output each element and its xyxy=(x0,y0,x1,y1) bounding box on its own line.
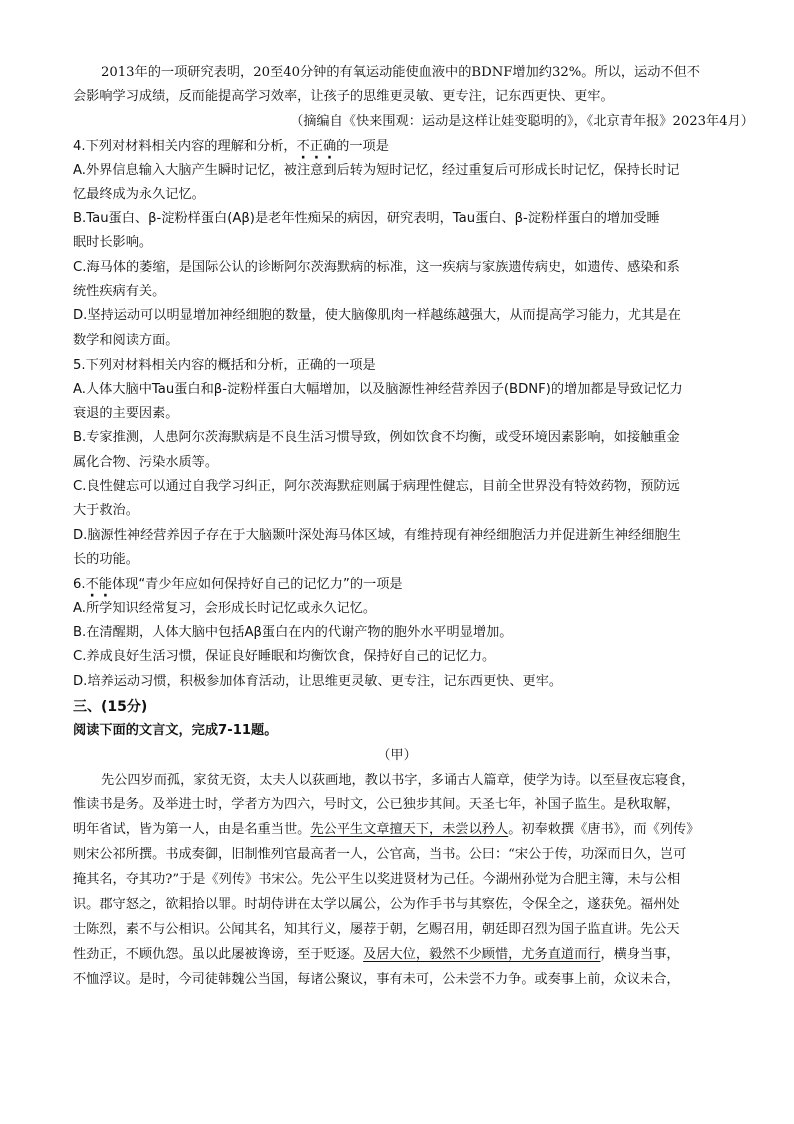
q5-option-d-line-2: 长的功能。 xyxy=(73,552,139,567)
material-text-line-2: 会影响学习成绩，反而能提高学习效率，让孩子的思维更灵敏、更专注，记东西更快、更牢。 xyxy=(73,89,614,104)
q4-option-c-line-2: 统性疾病有关。 xyxy=(73,284,166,299)
q5-option-b-line-2: 属化合物、污染水质等。 xyxy=(73,455,219,470)
emphasis-dot-char: 不 xyxy=(85,577,99,592)
section-3-title: 三、(15分) xyxy=(73,699,148,715)
q4-option-a-line-1: A.外界信息输入大脑产生瞬时记忆，被注意到后转为短时记忆，经过重复后可形成长时记忆，保持长时记 xyxy=(73,163,680,178)
passage-line-6: 识。郡守怒之，欲耜拾以罪。时胡侍讲在太学以属公，公为作手书与其察佐，令保全之，遂获免。福州处 xyxy=(73,897,680,912)
q5-option-c-line-1: C.良性健忘可以通过自我学习纠正，阿尔茨海默症则属于病理性健忘，目前全世界没有特效药物，预防远 xyxy=(73,479,680,494)
material-text-line-1: 2013年的一项研究表明，20至40分钟的有氧运动能使血液中的BDNF增加约32%。所以，运动不但不 xyxy=(101,65,700,80)
q6-option-c: C.养成良好生活习惯，保证良好睡眠和均衡饮食，保持好自己的记忆力。 xyxy=(73,649,496,664)
q4-option-b-line-2: 眠时长影响。 xyxy=(73,235,153,250)
emphasis-dot-char: 不 xyxy=(296,139,310,154)
passage-line-9: 不恤浮议。是时，今司徒韩魏公当国，每诸公聚议，事有未可，公未尝不力争。或奏事上前，众议未合， xyxy=(73,972,680,987)
passage-line-3: 明年省试，皆为第一人，由是名重当世。先公平生文章擅天下，未尝以矜人。初奉敕撰《唐书》，而《列传》 xyxy=(73,822,700,837)
q5-option-b-line-1: B.专家推测，人患阿尔茨海默病是不良生活习惯导致，例如饮食不均衡，或受环境因素影响，如接触重金 xyxy=(73,430,680,445)
emphasis-dot-char: 正 xyxy=(309,139,323,154)
underlined-sentence: 及居大位，毅然不少顾惜，尤务直道而行 xyxy=(363,947,601,962)
material-source: （摘编自《快来围观：运动是这样让娃变聪明的》，《北京青年报》2023年4月） xyxy=(290,114,754,129)
q4-option-c-line-1: C.海马体的萎缩，是国际公认的诊断阿尔茨海默病的标准，这一疾病与家族遗传病史，如遗传、感染和系 xyxy=(73,260,680,275)
underlined-sentence: 先公平生文章擅天下，未尝以矜人 xyxy=(310,822,509,837)
q5-option-c-line-2: 大于救治。 xyxy=(73,503,139,518)
passage-line-2: 惟读书是务。及举进士时，学者方为四六，号时文，公已独步其间。天圣七年，补国子监生。是秋取解， xyxy=(73,797,680,812)
passage-line-8: 性劲正，不顾仇怨。虽以此屡被谗谤，至于贬逐。及居大位，毅然不少顾惜，尤务直道而行，横身当事， xyxy=(73,947,680,962)
q5-option-a-line-1: A.人体大脑中Tau蛋白和β-淀粉样蛋白大幅增加，以及脑源性神经营养因子(BDNF)的增加都是导致记忆力 xyxy=(73,382,683,397)
passage-line-4: 则宋公祁所撰。书成奏御，旧制惟列官最高者一人，公官高，当书。公曰：“宋公于传，功深而日久，岂可 xyxy=(73,847,687,862)
q6-option-b: B.在清醒期，人体大脑中包括Aβ蛋白在内的代谢产物的胞外水平明显增加。 xyxy=(73,625,513,640)
q6-option-d: D.培养运动习惯，积极参加体育活动，让思维更灵敏、更专注，记东西更快、更牢。 xyxy=(73,674,563,689)
q4-option-d-line-1: D.坚持运动可以明显增加神经细胞的数量，使大脑像肌肉一样越练越强大，从而提高学习能力，尤其是在 xyxy=(73,308,681,323)
q4-option-b-line-1: B.Tau蛋白、β-淀粉样蛋白(Aβ)是老年性痴呆的病因，研究表明，Tau蛋白、β-淀粉样蛋白的增加受睡 xyxy=(73,211,660,226)
q4-option-a-line-2: 忆最终成为永久记忆。 xyxy=(73,187,205,202)
passage-line-1: 先公四岁而孤，家贫无资，太夫人以荻画地，教以书字，多诵古人篇章，使学为诗。以至昼夜忘寝食， xyxy=(101,773,695,788)
question-6-stem: 6.不能体现“青少年应如何保持好自己的记忆力”的一项是 xyxy=(73,577,403,592)
question-4-stem: 4.下列对材料相关内容的理解和分析，不正确的一项是 xyxy=(73,139,389,154)
emphasis-dot-char: 能 xyxy=(98,577,112,592)
passage-line-5: 掩其名，夺其功?”于是《列传》书宋公。先公平生以奖进贤材为己任。今湖州孙觉为合肥主簿，未与公相 xyxy=(73,872,681,887)
question-5-stem: 5.下列对材料相关内容的概括和分析，正确的一项是 xyxy=(73,358,376,373)
passage-line-7: 士陈烈，素不与公相识。公闻其名，知其行义，屡荐于朝，乞赐召用，朝廷即召烈为国子监直讲。先公天 xyxy=(73,922,680,937)
emphasis-dot-char: 确 xyxy=(322,139,337,154)
q5-option-d-line-1: D.脑源性神经营养因子存在于大脑颞叶深处海马体区域，有维持现有神经细胞活力并促进新生神经细胞生 xyxy=(73,528,681,543)
q6-option-a: A.所学知识经常复习，会形成长时记忆或永久记忆。 xyxy=(73,601,377,616)
q5-option-a-line-2: 衰退的主要因素。 xyxy=(73,406,179,421)
passage-jia-heading: （甲） xyxy=(377,748,417,763)
section-3-instruction: 阅读下面的文言文，完成7-11题。 xyxy=(73,723,278,738)
q4-option-d-line-2: 数学和阅读方面。 xyxy=(73,333,179,348)
